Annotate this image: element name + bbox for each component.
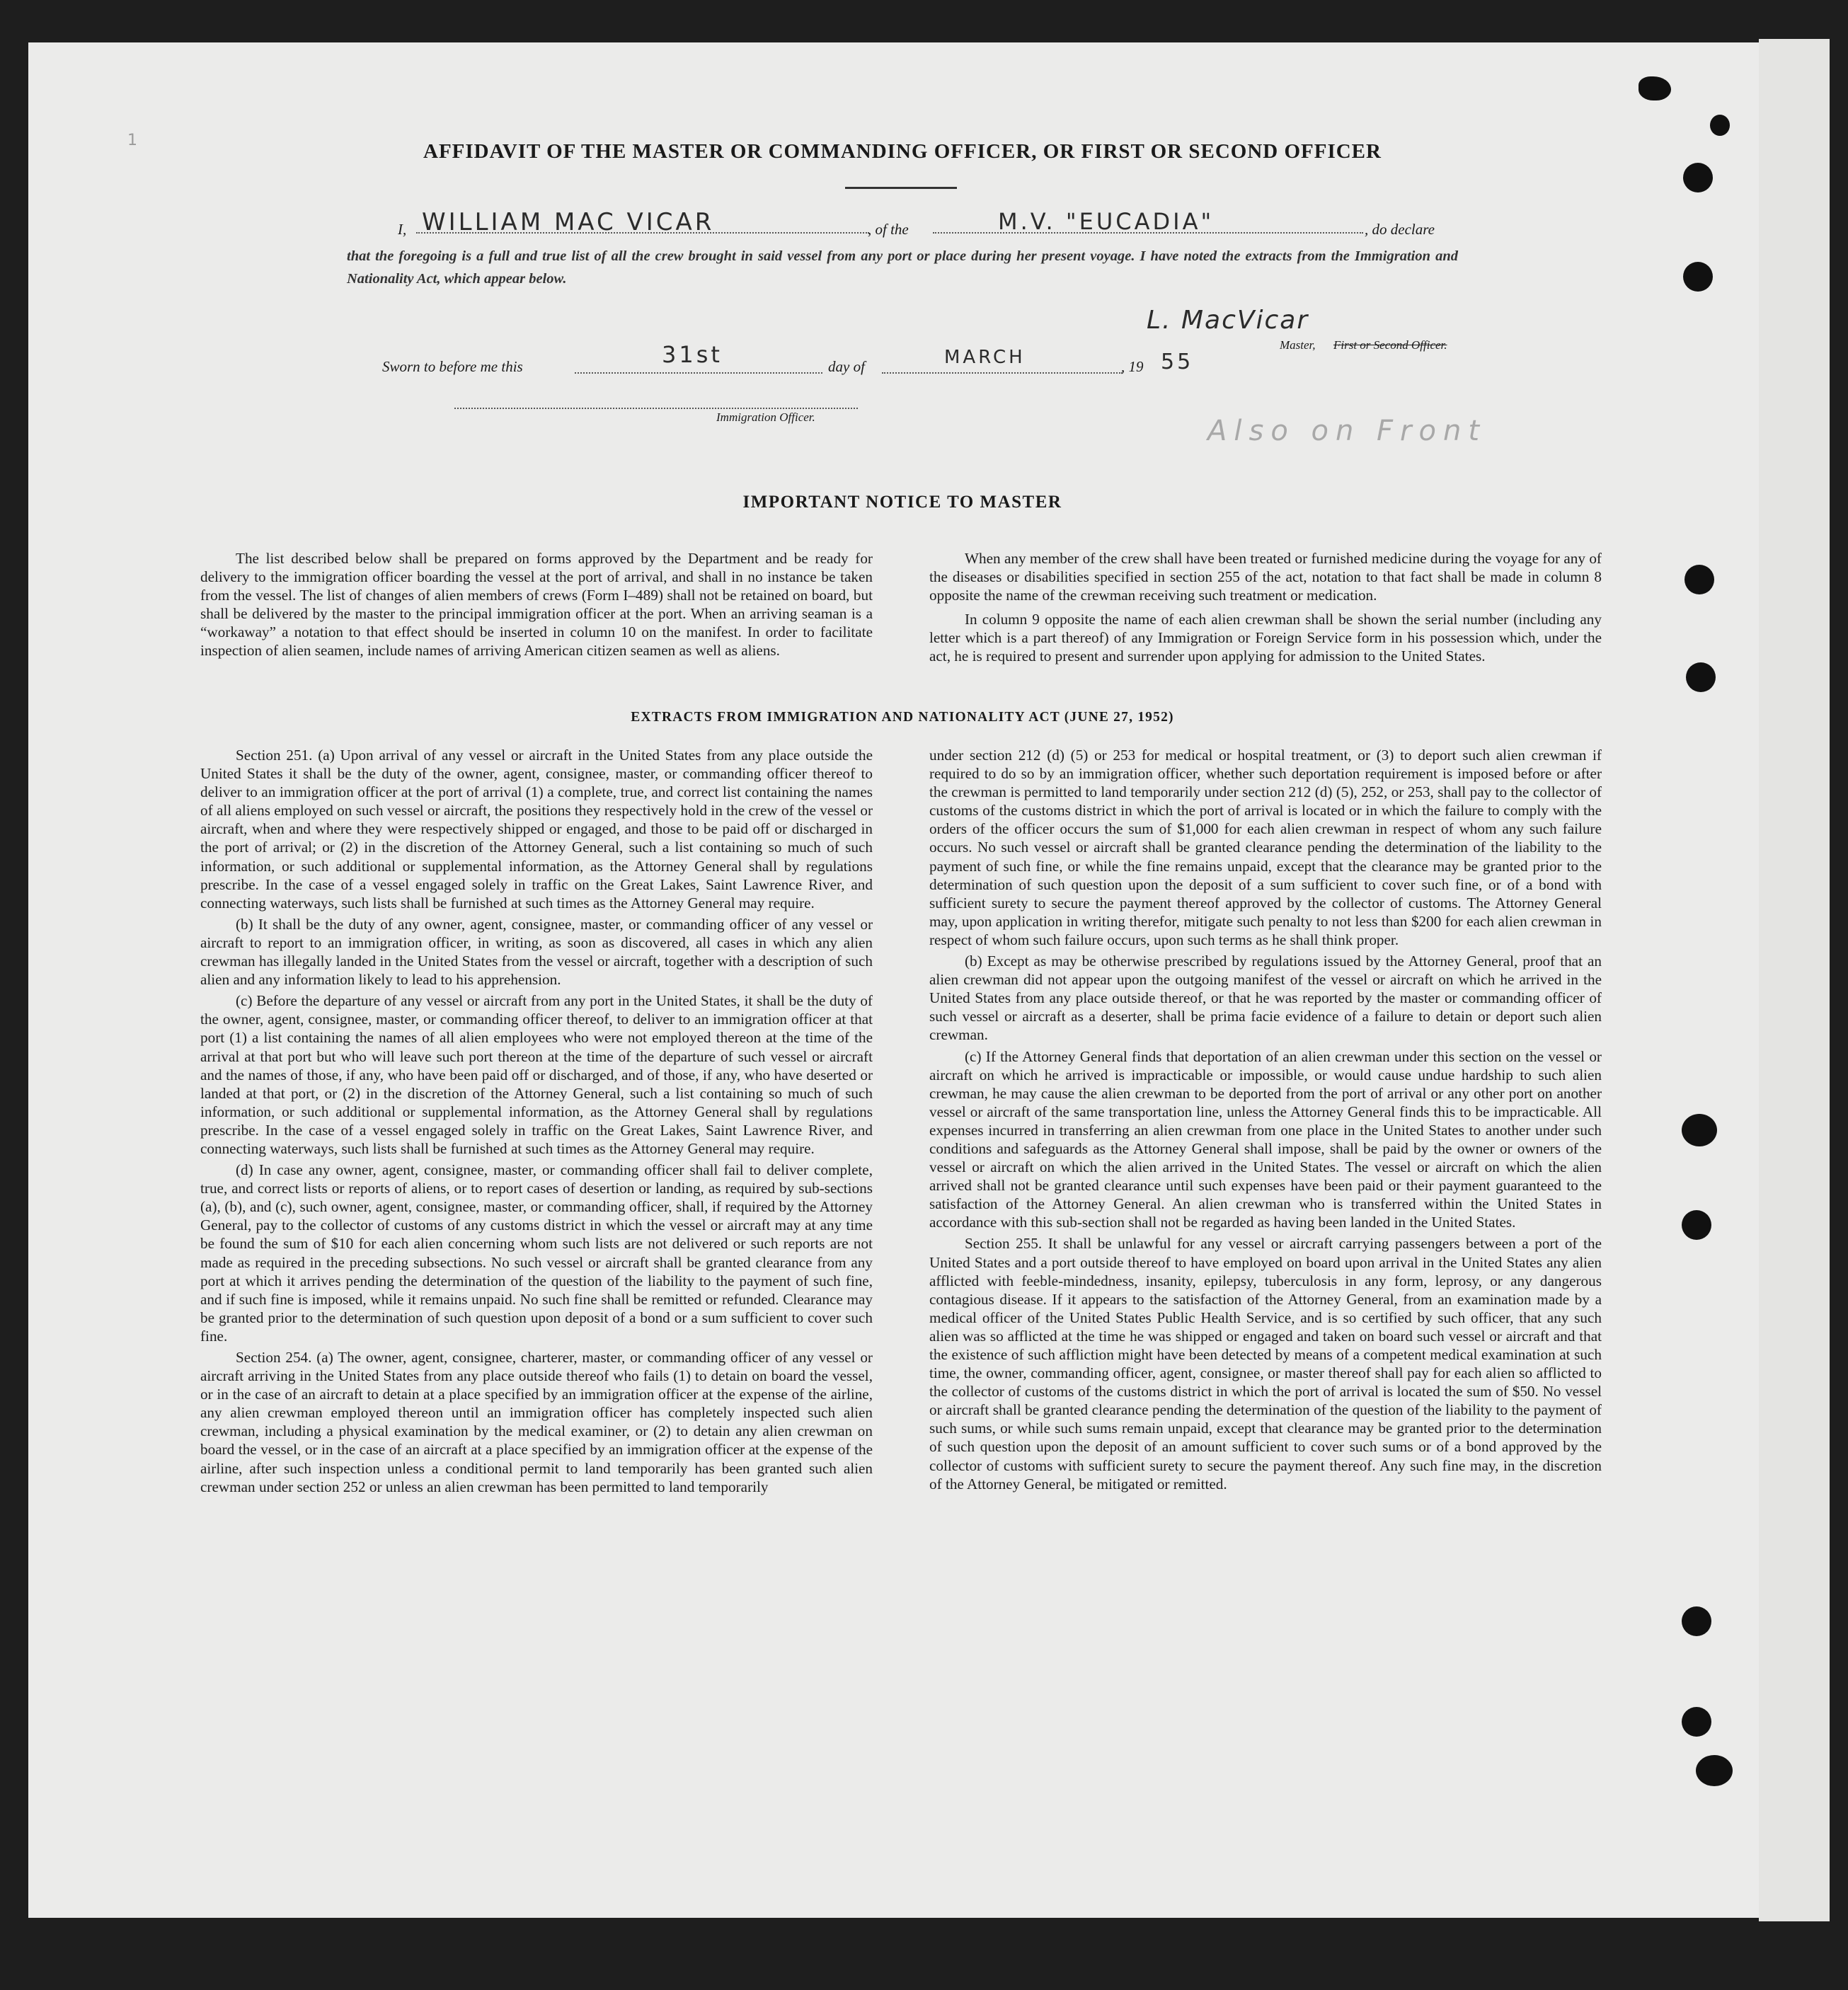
label-master: Master,	[1280, 338, 1316, 352]
notice-right-column	[929, 549, 1602, 669]
notice-paragraph: The list described below shall be prepared on forms approved by the Department and be ready for delivery to the immigration officer boarding the vessel at the port of arrival, and shall in no instance be taken from the vessel. The list of changes of alien members of crews (Form I–489) shall not be retained on board, but shall be delivered by the master to the principal immigration officer at the port. When an arriving seaman is a “workaway” a notation to that effect should be inserted in column 10 on the manifest. In order to facilitate inspection of alien seamen, include names of arriving American citizen seamen as well as aliens.	[200, 550, 873, 660]
label-year: , 19	[1121, 358, 1144, 375]
punch-hole	[1710, 115, 1730, 136]
label-sworn: Sworn to before me this	[382, 358, 523, 375]
corner-mark: 1	[127, 132, 137, 149]
punch-hole	[1686, 662, 1716, 692]
sworn-month: MARCH	[944, 347, 1026, 368]
extracts-right-column	[929, 746, 1602, 1496]
extracts-left-column	[200, 746, 873, 1499]
statute-paragraph: (b) It shall be the duty of any owner, agent, consignee, master, or commanding officer of any vessel or aircraft to report to an immigration officer, in writing, as soon as discovered, all cases in which any alien crewman has illegally landed in the United States from the vessel or aircraft, together with a description of such alien and any information likely to lead to his apprehension.	[200, 915, 873, 989]
statute-paragraph: (c) If the Attorney General finds that deportation of an alien crewman under this section on the vessel or aircraft on which he arrived is impracticable or impossible, or would cause undue hardship to such alien crewman, he may cause the alien crewman to be deported from the port of arrival or any other port on another vessel or aircraft of the same transportation line, unless the Attorney General finds this to be impracticable. All expenses incurred in transferring an alien crewman from one place in the United States to another under such conditions and safeguards as the Attorney General shall impose, shall be paid by the owner or owners of the vessel or aircraft on which the alien arrived in the United States. The vessel or aircraft on which the alien arrived shall not be granted clearance until such expenses have been paid or their payment guaranteed to the satisfaction of the Attorney General. An alien crewman who is transferred within the United States in accordance with this sub-section shall not be regarded as having been landed in the United States.	[929, 1047, 1602, 1231]
declaration-text: that the foregoing is a full and true list of all the crew brought in said vessel from any port or place during her present voyage. I have noted the extracts from the Immigration and Nationality Act, which appear below.	[347, 248, 1458, 287]
punch-hole	[1682, 1606, 1711, 1636]
punch-hole	[1683, 163, 1713, 192]
statute-paragraph: under section 212 (d) (5) or 253 for medical or hospital treatment, or (3) to deport such alien crewman if required to do so by an immigration officer, whether such deportation requirement is imposed before or after the crewman is permitted to land temporarily under section 212 (d) (5), 252, or 253, shall pay to the collector of customs of the customs district in which the port of arrival is located or in which the failure to comply with the orders of the officer occurs the sum of $1,000 for each alien crewman in respect of whom any such failure occurs. No such vessel or aircraft shall be granted clearance pending the determination of the liability to the payment of such fine, or while the fine remains unpaid, except that the clearance may be granted prior to the determination of such question upon the deposit of a sum sufficient to cover such fine, or of a bond with sufficient surety to secure the payment thereof approved by the collector of customs. The Attorney General may, upon application in writing therefor, mitigate such penalty to not less than $200 for each alien crewman in respect of whom such failure occurs, upon such terms as he shall think proper.	[929, 747, 1602, 948]
statute-paragraph: Section 254. (a) The owner, agent, consignee, charterer, master, or commanding officer of any vessel or aircraft arriving in the United States from any place outside thereof who fails (1) to detain on board the vessel, or in the case of an aircraft to detain at a place specified by an immigration officer at the expense of the airline, any alien crewman employed thereon until an immigration officer has completely inspected such alien crewman, including a physical examination by the medical examiner, or (2) to detain any alien crewman on board the vessel, or in the case of an aircraft at a place specified by an immigration officer at the expense of the airline, after such inspection unless a conditional permit to land temporarily has been granted such alien crewman under section 252 or unless an alien crewman has been permitted to land temporarily	[200, 1349, 873, 1495]
sworn-year: 55	[1161, 350, 1194, 374]
statute-paragraph: (c) Before the departure of any vessel or aircraft from any port in the United States, it shall be the duty of the owner, agent, consignee, master, or commanding officer thereof, to deliver to an immigration officer at that port (1) a list containing the names of all alien employees who were not employed thereon at the time of the arrival at that port but who will leave such port thereon at the time of the departure of such vessel or aircraft and the names of those, if any, who have been paid off or discharged, and of those, if any, who have deserted or landed at that port, or (2) in the discretion of the Attorney General, such a list containing so much of such information, or such additional or supplemental information, as the Attorney General shall by regulations prescribe. In the case of a vessel engaged solely in traffic on the Great Lakes, Saint Lawrence River, and connecting waterways, such lists shall be furnished at such times as the Attorney General may require.	[200, 992, 873, 1157]
statute-paragraph: (b) Except as may be otherwise prescribed by regulations issued by the Attorney General, proof that an alien crewman did not appear upon the outgoing manifest of the vessel or aircraft on which he arrived in the United States from any place outside thereof, or that he was reported by the master or commanding officer of such vessel or aircraft as a deserter, shall be prima facie evidence of a failure to detain or deport such alien crewman.	[929, 953, 1602, 1044]
notice-left-column	[200, 549, 873, 663]
notice-paragraph: In column 9 opposite the name of each alien crewman shall be shown the serial number (including any letter which is a part thereof) of any Immigration or Foreign Service form in his possession which, under the act, he is required to present and surrender upon applying for admission to the United States.	[929, 611, 1602, 665]
punch-hole	[1685, 565, 1714, 594]
master-signature: L. MacVicar	[1147, 306, 1309, 335]
notice-heading: IMPORTANT NOTICE TO MASTER	[742, 493, 1062, 512]
punch-hole	[1682, 1210, 1711, 1240]
sworn-day: 31st	[662, 341, 723, 368]
month-line	[882, 372, 1123, 374]
statute-paragraph: Section 251. (a) Upon arrival of any vessel or aircraft in the United States from any place outside the United States it shall be the duty of the owner, agent, consignee, master, or commanding officer thereof to deliver to an immigration officer at the port of arrival (1) a complete, true, and correct list containing the names of all aliens employed on such vessel or aircraft, the positions they respectively hold in the crew of the vessel or aircraft, when and where they were respectively shipped or engaged, and those to be paid off or discharged in the port of arrival; or (2) in the discretion of the Attorney General, such a list containing so much of such information, or such additional or supplemental information, as the Attorney General shall by regulations prescribe. In the case of a vessel engaged solely in traffic on the Great Lakes, Saint Lawrence River, and connecting waterways, such lists shall be furnished at such times as the Attorney General may require.	[200, 747, 873, 911]
label-of-the: , of the	[868, 221, 909, 238]
punch-hole	[1696, 1755, 1733, 1786]
notice-paragraph: When any member of the crew shall have been treated or furnished medicine during the voyage for any of the diseases or disabilities specified in section 255 of the act, notation to that fact shall be made in column 8 opposite the name of the crewman receiving such treatment or medication.	[929, 550, 1602, 604]
label-first-second-struck: First or Second Officer.	[1333, 338, 1447, 352]
margin-note: Also on Front	[1207, 415, 1487, 447]
extracts-heading: EXTRACTS FROM IMMIGRATION AND NATIONALITY ACT (JUNE 27, 1952)	[631, 710, 1174, 725]
punch-hole	[1638, 76, 1671, 100]
statute-paragraph: Section 255. It shall be unlawful for any vessel or aircraft carrying passengers between a port of the United States and a port outside thereof to have employed on board upon arrival in the United States any alien afflicted with feeble-mindedness, insanity, epilepsy, tuberculosis in any form, leprosy, or any dangerous contagious disease. If it appears to the satisfaction of the Attorney General, from an examination made by a medical officer of the United States Public Health Service, and is so certified by such officer, that any such alien was so afflicted at the time he was shipped or engaged and taken on board such vessel or aircraft and that the existence of such affliction might have been detected by means of a competent medical examination at such time, the owner, commanding officer, agent, consignee, or master thereof shall pay for each alien so afflicted to the collector of customs of the customs district in which the port of arrival is located the sum of $50. No vessel or aircraft shall be granted clearance pending the determination of the question of the liability to the payment of such sums, or while such sums remain unpaid, except that clearance may be granted prior to the determination of such question upon the deposit of an amount sufficient to cover such sums or of a bond approved by the collector of customs with sufficient surety to secure the payment thereof. Any such fine may, in the discretion of the Attorney General, be mitigated or remitted.	[929, 1235, 1602, 1492]
affidavit-title: AFFIDAVIT OF THE MASTER OR COMMANDING OFFICER, OR FIRST OR SECOND OFFICER	[423, 140, 1382, 163]
label-immigration-officer: Immigration Officer.	[716, 410, 815, 424]
punch-hole	[1683, 262, 1713, 292]
page-edge	[1759, 39, 1830, 1921]
officer-line	[454, 408, 858, 409]
label-do-declare: , do declare	[1365, 221, 1435, 238]
statute-paragraph: (d) In case any owner, agent, consignee, master, or commanding officer shall fail to deliver complete, true, and correct lists or reports of aliens, or to report cases of desertion or landing, as required by sub-sections (a), (b), and (c), such owner, agent, consignee, master, or commanding officer, shall, if required by the Attorney General, pay to the collector of customs of any customs district in which the vessel or aircraft may at any time be found the sum of $10 for each alien concerning whom such lists are not delivered or such reports are not made as required in the preceding subsections. No such vessel or aircraft shall be granted clearance from any port at which it arrives pending the determination of the question of the liability to the payment of such fine, and if such fine is imposed, while it remains unpaid. No such fine shall be remitted or refunded. Clearance may be granted prior to the determination of such question upon deposit of a bond or a sum sufficient to cover such fine.	[200, 1161, 873, 1345]
day-line	[575, 372, 822, 374]
title-rule	[845, 187, 957, 189]
label-i: I,	[398, 221, 407, 238]
vessel-name: M.V. "EUCADIA"	[998, 208, 1215, 235]
master-name: WILLIAM MAC VICAR	[422, 208, 715, 236]
punch-hole	[1682, 1114, 1717, 1146]
punch-hole	[1682, 1707, 1711, 1737]
label-day-of: day of	[828, 358, 865, 375]
